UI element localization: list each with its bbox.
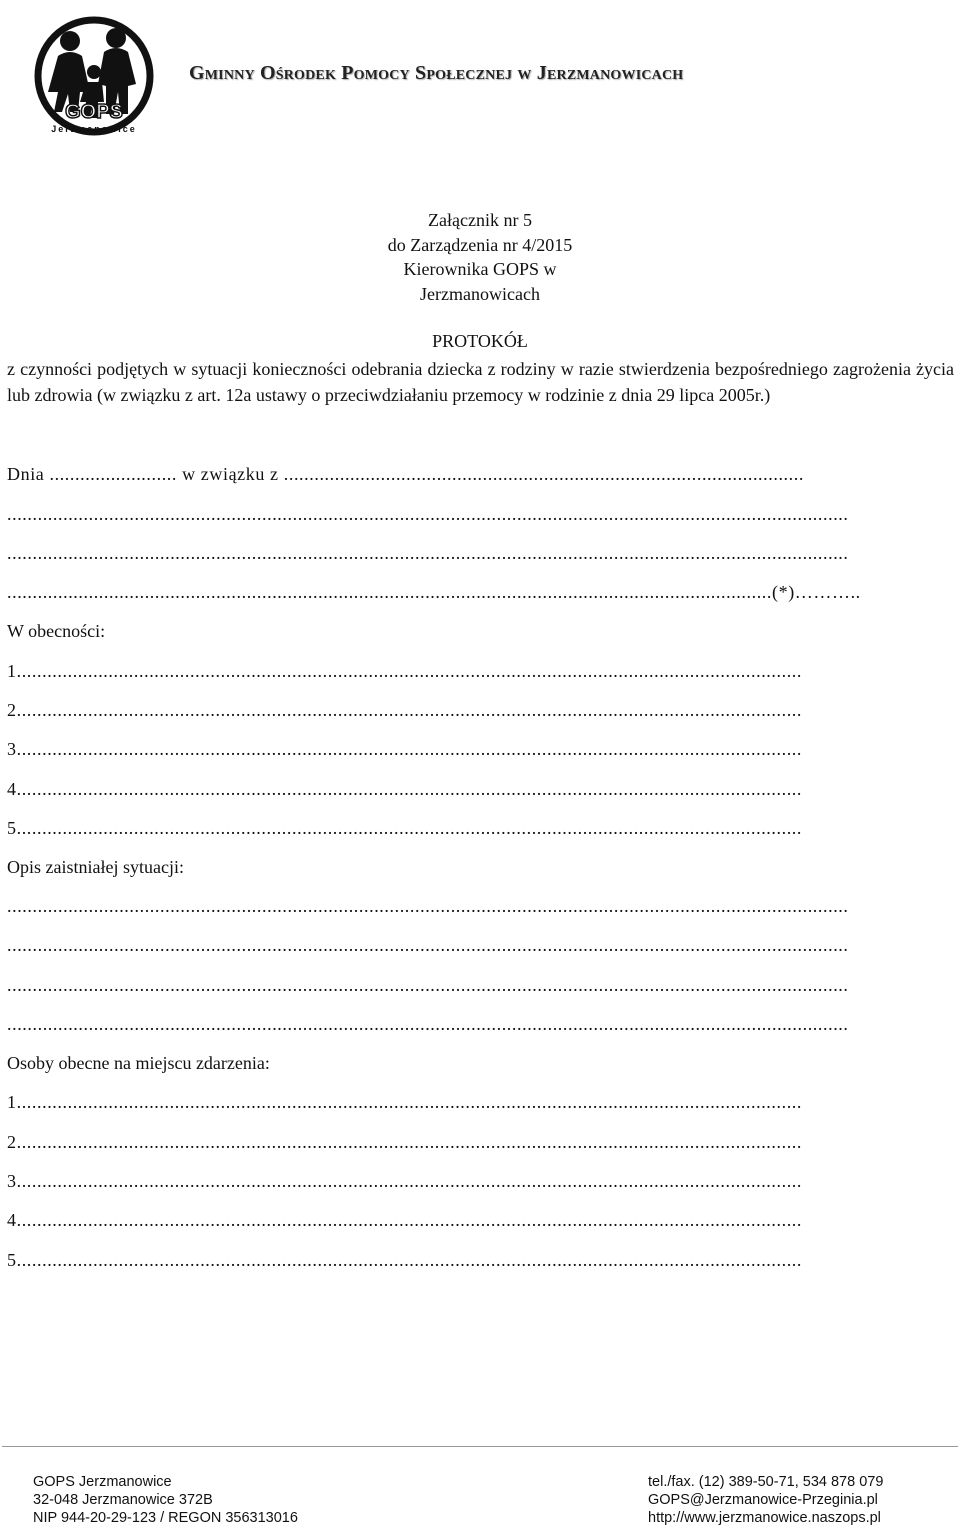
logo-text: GOPS bbox=[65, 101, 123, 123]
gops-logo bbox=[18, 14, 170, 138]
footer-nip: NIP 944-20-29-123 / REGON 356313016 bbox=[33, 1510, 298, 1526]
footer-street: 32-048 Jerzmanowice 372B bbox=[33, 1492, 213, 1508]
persons-label: Osoby obecne na miejscu zdarzenia: bbox=[7, 1053, 270, 1073]
logo-subtext: Jerzmanowice bbox=[51, 124, 137, 134]
footer-phone: tel./fax. (12) 389-50-71, 534 878 079 bbox=[648, 1474, 884, 1490]
presence-item: 5.......................................................................................................................................................... bbox=[7, 818, 802, 838]
logo-figure-adult-left-head bbox=[60, 31, 80, 51]
footer-website: http://www.jerzmanowice.naszops.pl bbox=[648, 1510, 881, 1526]
presence-label: W obecności: bbox=[7, 621, 106, 641]
situation-line: ..................................................................................................................................................................... bbox=[7, 935, 849, 955]
person-item: 1.......................................................................................................................................................... bbox=[7, 1092, 802, 1112]
person-item: 3.......................................................................................................................................................... bbox=[7, 1171, 802, 1191]
logo-figure-adult-right-head bbox=[106, 28, 126, 48]
annex-line: Kierownika GOPS w bbox=[403, 259, 557, 279]
presence-item: 1.......................................................................................................................................................... bbox=[7, 661, 802, 681]
annex-block bbox=[0, 208, 960, 306]
person-item: 5.......................................................................................................................................................... bbox=[7, 1250, 802, 1270]
footer-email: GOPS@Jerzmanowice-Przeginia.pl bbox=[648, 1492, 878, 1508]
situation-line: ..................................................................................................................................................................... bbox=[7, 975, 849, 995]
presence-item: 2.......................................................................................................................................................... bbox=[7, 700, 802, 720]
footer-org: GOPS Jerzmanowice bbox=[33, 1474, 172, 1490]
logo-figure-child-head bbox=[87, 65, 101, 79]
situation-line: ..................................................................................................................................................................... bbox=[7, 1014, 849, 1034]
person-item: 4.......................................................................................................................................................... bbox=[7, 1210, 802, 1230]
footer-address bbox=[33, 1473, 298, 1527]
organization-name: Gminny Ośrodek Pomocy Społecznej w Jerzmanowicach bbox=[189, 62, 684, 84]
footer-contact bbox=[648, 1473, 883, 1527]
reason-line: ..................................................................................................................................................................... bbox=[7, 543, 849, 563]
situation-line: ..................................................................................................................................................................... bbox=[7, 896, 849, 916]
presence-item: 3.......................................................................................................................................................... bbox=[7, 739, 802, 759]
reason-line: ..................................................................................................................................................................... bbox=[7, 504, 849, 524]
protocol-title: PROTOKÓŁ bbox=[432, 331, 528, 351]
annex-line: Jerzmanowicach bbox=[420, 283, 540, 304]
protocol-description: z czynności podjętych w sytuacji konieczności odebrania dziecka z rodziny w razie stwierdzenia bezpośredniego zagrożenia życia lub zdrowia (w związku z art. 12a ustawy o przeciwdziałaniu przemocy w rodzinie z dnia 29 lipca 2005r.) bbox=[7, 359, 954, 405]
situation-label: Opis zaistniałej sytuacji: bbox=[7, 857, 184, 877]
annex-line: do Zarządzenia nr 4/2015 bbox=[387, 234, 573, 255]
footer-divider bbox=[2, 1446, 958, 1447]
presence-item: 4.......................................................................................................................................................... bbox=[7, 779, 802, 799]
annex-line: Załącznik nr 5 bbox=[428, 210, 532, 230]
person-item: 2.......................................................................................................................................................... bbox=[7, 1132, 802, 1152]
reason-line-with-footnote: ......................................................................................................................................................(*)……….. bbox=[7, 582, 861, 602]
date-field: Dnia ......................... w związku z ...................................................................................................... bbox=[7, 464, 804, 484]
